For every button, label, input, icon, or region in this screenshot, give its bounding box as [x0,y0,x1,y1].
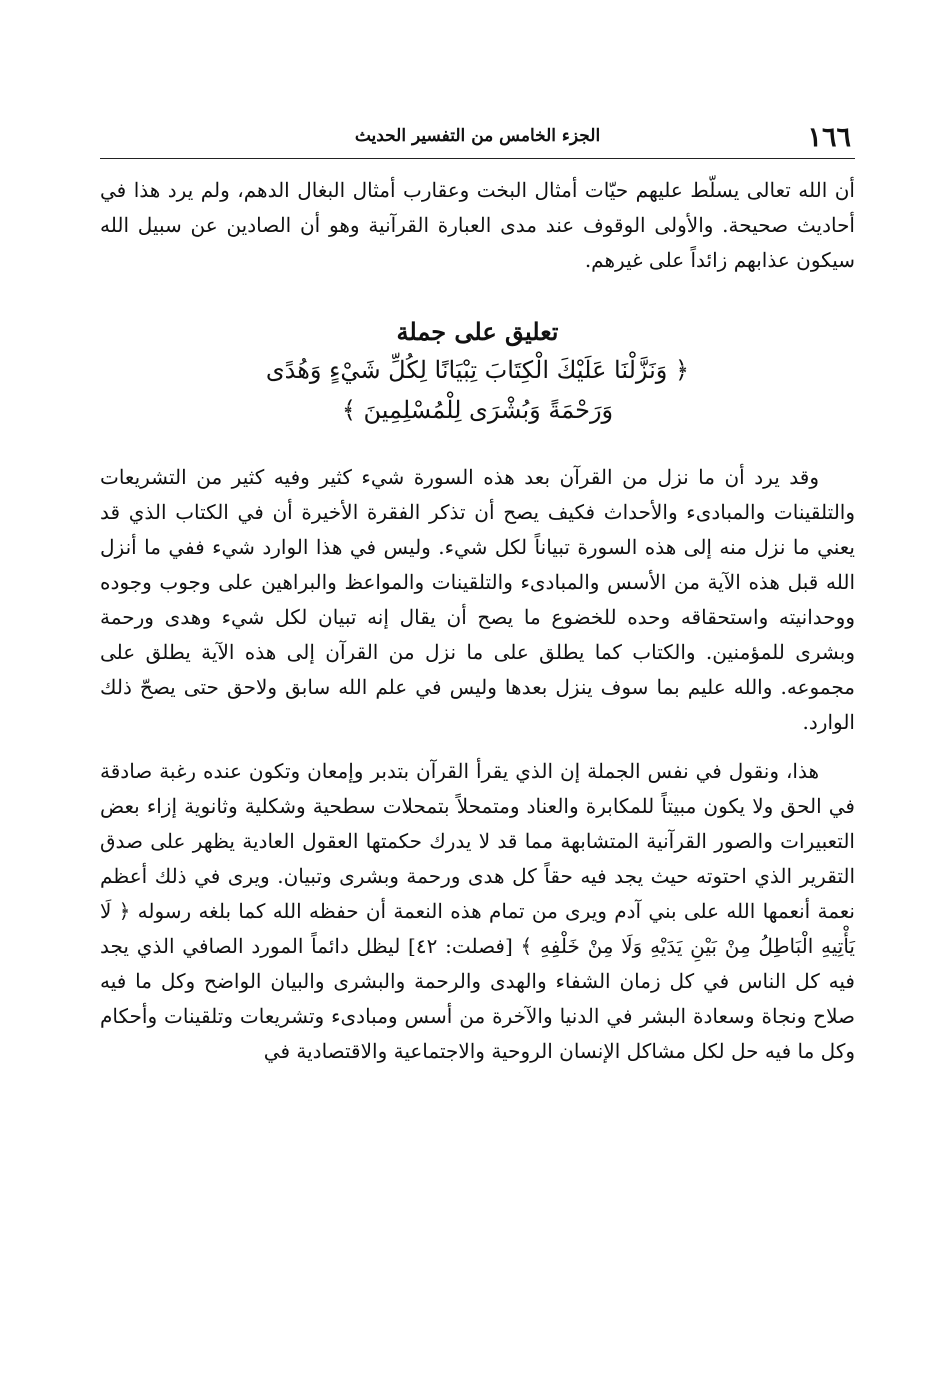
book-page [100,118,855,1069]
section-title: تعليق على جملة [396,317,559,346]
page-number: ١٦٦ [807,122,851,153]
paragraph-1: أن الله تعالى يسلّط عليهم حيّات أمثال البخت وعقارب أمثال البغال الدهم، ولم يرد هذا في أحاديث صحيحة. والأولى الوقوف عند مدى العبارة القرآنية وهو أن الصادين عن سبيل الله سيكون عذابهم زائداً على غيرهم. [100,178,855,272]
quran-verse-line-2: وَرَحْمَةً وَبُشْرَى لِلْمُسْلِمِينَ ﴾ [341,396,614,424]
page-header [100,118,855,159]
quran-verse-line-1: ﴿ وَنَزَّلْنَا عَلَيْكَ الْكِتَابَ تِبْيَانًا لِكُلِّ شَيْءٍ وَهُدًى [265,356,690,384]
paragraph-3: هذا، ونقول في نفس الجملة إن الذي يقرأ القرآن بتدبر وإمعان وتكون عنده رغبة صادقة في الحق ولا يكون مبيتاً للمكابرة والعناد ومتمحلاً بتمحلات سطحية وشكلية وثانوية إزاء بعض التعبيرات والصور القرآنية المتشابهة مما قد لا يدرك حكمتها العقول العادية يظهر على صدق التقرير الذي احتوته حيث يجد فيه حقاً كل هدى ورحمة وبشرى وتبيان. ويرى في ذلك أعظم نعمة أنعمها الله على بني آدم ويرى من تمام هذه النعمة أن حفظه الله كما بلغه رسوله ﴿ لَا يَأْتِيهِ الْبَاطِلُ مِنْ بَيْنِ يَدَيْهِ وَلَا مِنْ خَلْفِهِ ﴾ [فصلت: ٤٢] ليظل دائماً المورد الصافي الذي يجد فيه كل الناس في كل زمان الشفاء والهدى والرحمة والبشرى والبيان الواضح وكل ما فيه صلاح ونجاة وسعادة البشر في الدنيا والآخرة من أسس ومبادىء وتشريعات وتلقينات وأحكام وكل ما فيه حل لكل مشاكل الإنسان الروحية والاجتماعية والاقتصادية في [100,759,855,1063]
running-title: الجزء الخامس من التفسير الحديث [354,126,601,146]
paragraph-2: وقد يرد أن ما نزل من القرآن بعد هذه السورة شيء كثير وفيه كثير من التشريعات والتلقينات والمبادىء والأحداث فكيف يصح أن تذكر الفقرة الأخيرة أن في الكتاب الذي قد يعني ما نزل منه إلى هذه السورة تبياناً لكل شيء. وليس في هذا الوارد شيء ففي ما أنزل الله قبل هذه الآية من الأسس والمبادىء والتلقينات والمواعظ والبراهين على وجوب وجوده ووحدانيته واستحقاقه وحده للخضوع ما يصح أن يقال إنه تبيان لكل شيء وهدى ورحمة وبشرى للمؤمنين. والكتاب كما يطلق على ما نزل من القرآن إلى هذه الآية يطلق على مجموعه. والله عليم بما سوف ينزل بعدها وليس في علم الله سابق ولاحق حتى يصحّ ذلك الوارد. [100,465,855,734]
commentary-section-heading [100,314,855,430]
